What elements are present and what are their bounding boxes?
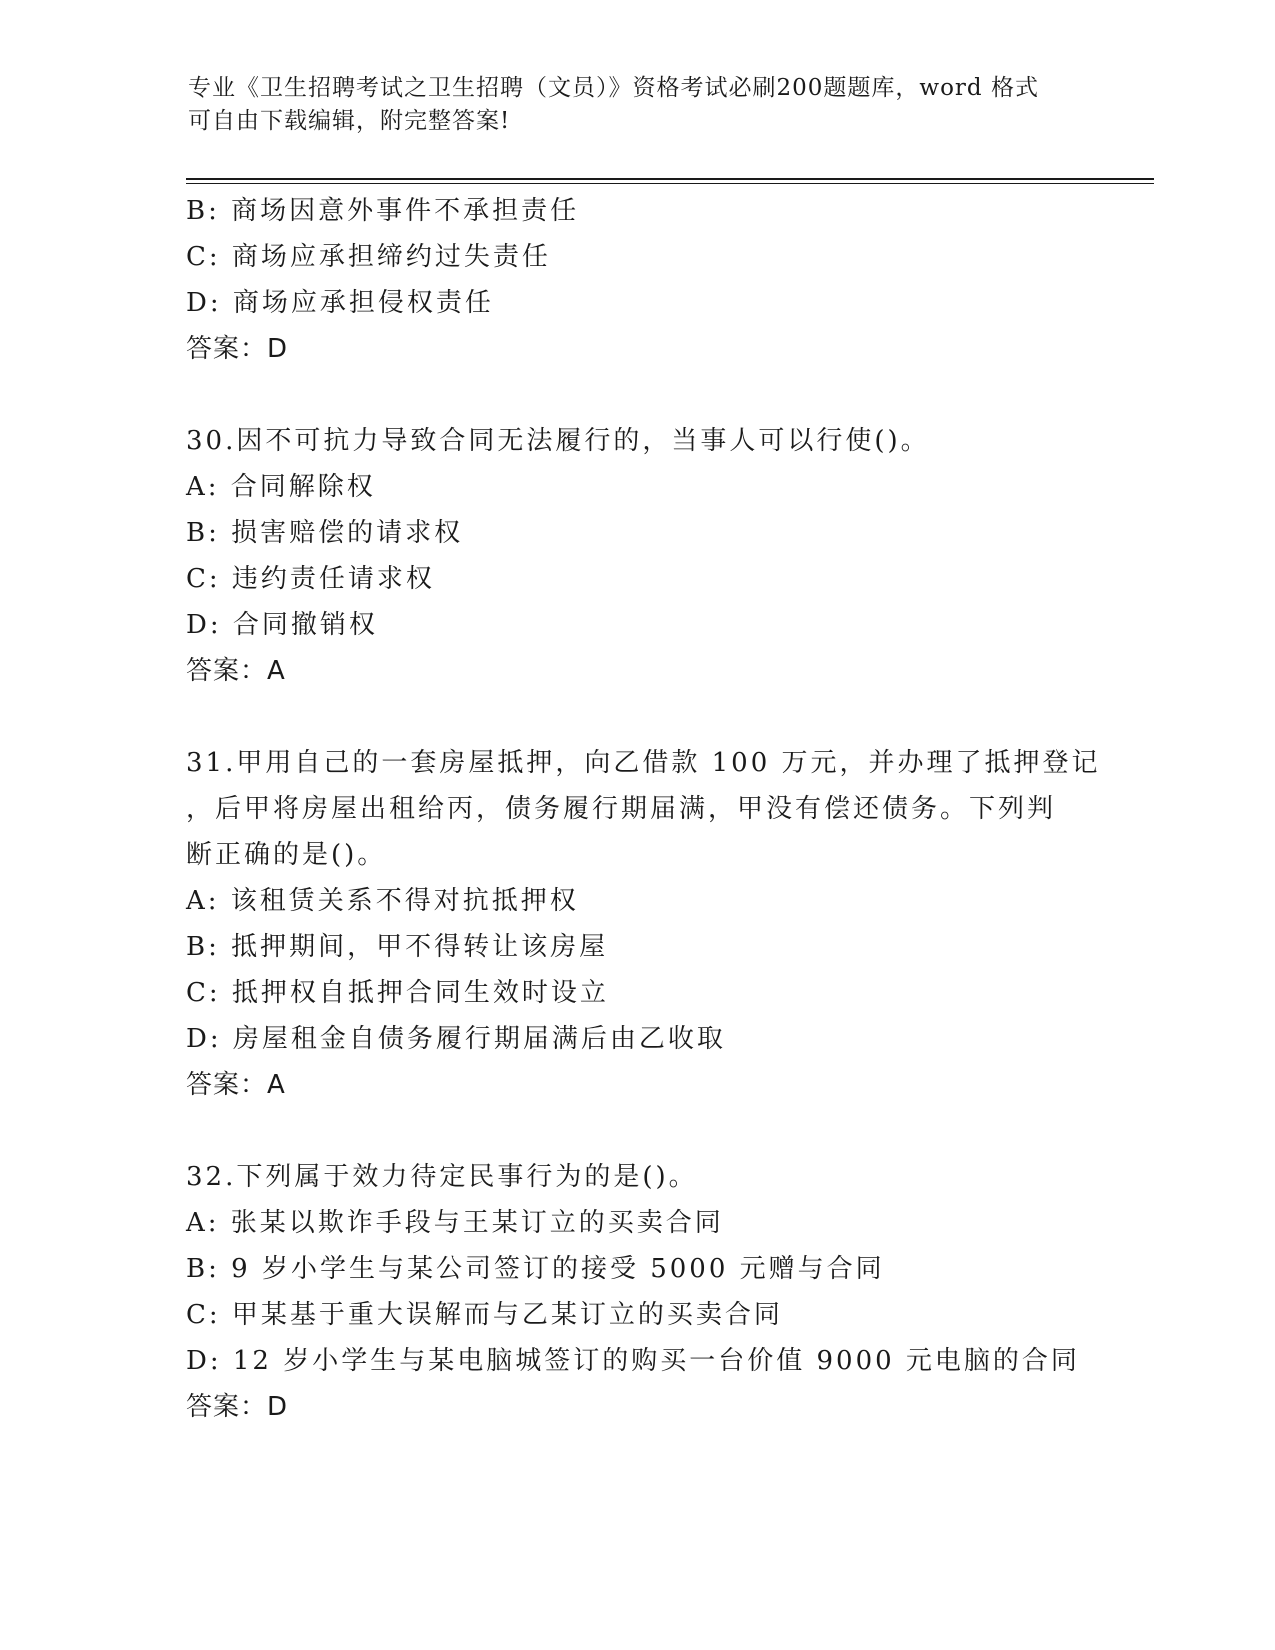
spacer xyxy=(186,1108,1086,1154)
spacer xyxy=(186,372,1086,418)
question-stem-line-3: 断正确的是()。 xyxy=(186,840,387,870)
option-d: D: 商场应承担侵权责任 xyxy=(186,288,494,318)
option-b: B: 商场因意外事件不承担责任 xyxy=(186,196,580,226)
option-b: B: 9 岁小学生与某公司签订的接受 5000 元赠与合同 xyxy=(186,1254,885,1284)
question-stem: 30.因不可抗力导致合同无法履行的，当事人可以行使()。 xyxy=(186,426,930,456)
option-a: A: 该租赁关系不得对抗抵押权 xyxy=(186,886,579,916)
spacer xyxy=(186,694,1086,740)
option-c: C: 商场应承担缔约过失责任 xyxy=(186,242,551,272)
answer: 答案：A xyxy=(186,656,286,686)
header-rule-thick xyxy=(186,178,1154,180)
option-a: A: 合同解除权 xyxy=(186,472,376,502)
document-body xyxy=(186,188,1101,1430)
page-header xyxy=(188,72,1088,138)
option-b: B: 抵押期间，甲不得转让该房屋 xyxy=(186,932,609,962)
option-d: D: 合同撤销权 xyxy=(186,610,378,640)
question-31 xyxy=(186,740,1101,1108)
option-c: C: 甲某基于重大误解而与乙某订立的买卖合同 xyxy=(186,1300,783,1330)
option-c: C: 抵押权自抵押合同生效时设立 xyxy=(186,978,609,1008)
option-c: C: 违约责任请求权 xyxy=(186,564,435,594)
option-b: B: 损害赔偿的请求权 xyxy=(186,518,464,548)
header-rule-thin xyxy=(186,183,1154,184)
question-stem: 32.下列属于效力待定民事行为的是()。 xyxy=(186,1162,698,1192)
question-32 xyxy=(186,1154,1086,1430)
question-30 xyxy=(186,418,1086,694)
question-stem-line-1: 31.甲用自己的一套房屋抵押，向乙借款 100 万元，并办理了抵押登记 xyxy=(186,748,1101,778)
option-a: A: 张某以欺诈手段与王某订立的买卖合同 xyxy=(186,1208,724,1238)
question-29 xyxy=(186,188,1086,372)
question-stem-line-2: ，后甲将房屋出租给丙，债务履行期届满，甲没有偿还债务。下列判 xyxy=(186,794,1057,824)
header-line-2: 可自由下载编辑，附完整答案! xyxy=(188,108,511,134)
option-d: D: 12 岁小学生与某电脑城签订的购买一台价值 9000 元电脑的合同 xyxy=(186,1346,1080,1376)
answer: 答案：A xyxy=(186,1070,286,1100)
header-line-1: 专业《卫生招聘考试之卫生招聘（文员）》资格考试必刷200题题库，word 格式 xyxy=(188,75,1039,101)
option-d: D: 房屋租金自债务履行期届满后由乙收取 xyxy=(186,1024,726,1054)
answer: 答案：D xyxy=(186,334,289,364)
answer: 答案：D xyxy=(186,1392,289,1422)
